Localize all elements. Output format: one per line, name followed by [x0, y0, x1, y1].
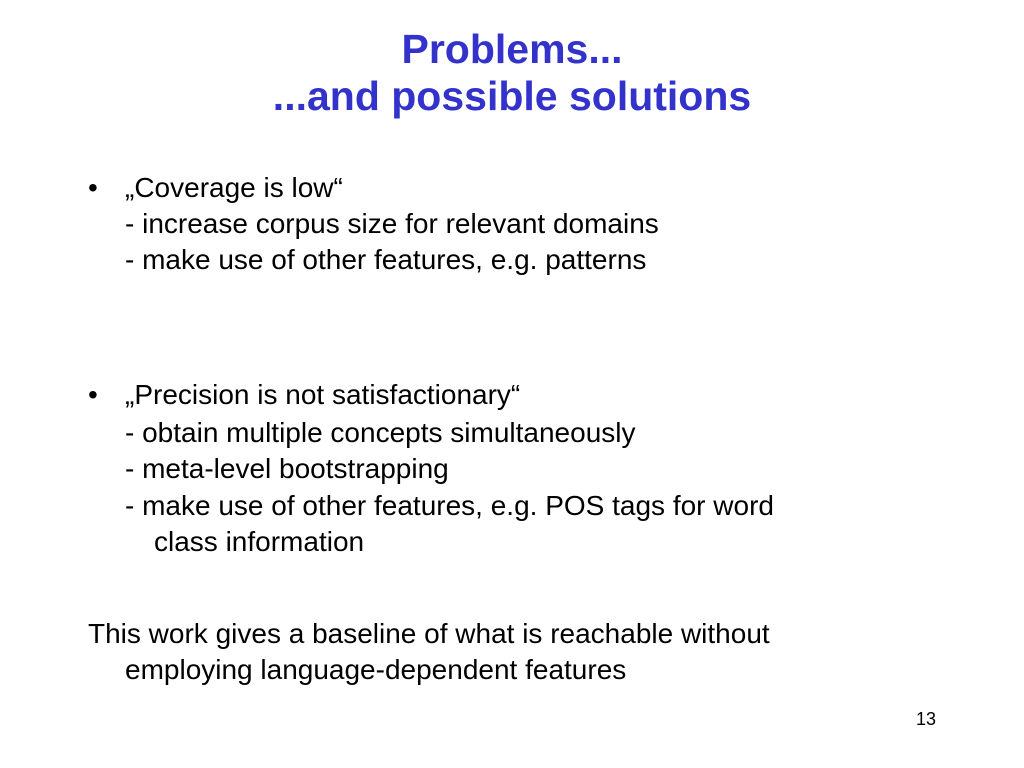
bullet-marker: • [88, 379, 98, 410]
bullet-heading: „Precision is not satisfactionary“ [125, 379, 521, 410]
summary-line-1: This work gives a baseline of what is reachable without [88, 618, 770, 649]
bullet-subpoint: - make use of other features, e.g. POS tags for word [125, 490, 774, 521]
slide-title-line-2: ...and possible solutions [272, 73, 752, 119]
bullet-subpoint: - increase corpus size for relevant domains [125, 208, 659, 239]
summary-line-2: employing language-dependent features [125, 654, 627, 685]
bullet-heading: „Coverage is low“ [125, 172, 343, 203]
bullet-subpoint: - obtain multiple concepts simultaneously [125, 417, 636, 448]
bullet-marker: • [88, 172, 98, 203]
slide-title-line-1: Problems... [401, 26, 623, 72]
summary-text [88, 616, 968, 688]
slide-title [0, 26, 1024, 120]
page-number: 13 [916, 709, 937, 729]
bullet-subpoint: - meta-level bootstrapping [125, 453, 449, 484]
bullet-subpoint: - make use of other features, e.g. patterns [125, 244, 647, 275]
bullet-subpoint-continuation: class information [154, 526, 365, 557]
